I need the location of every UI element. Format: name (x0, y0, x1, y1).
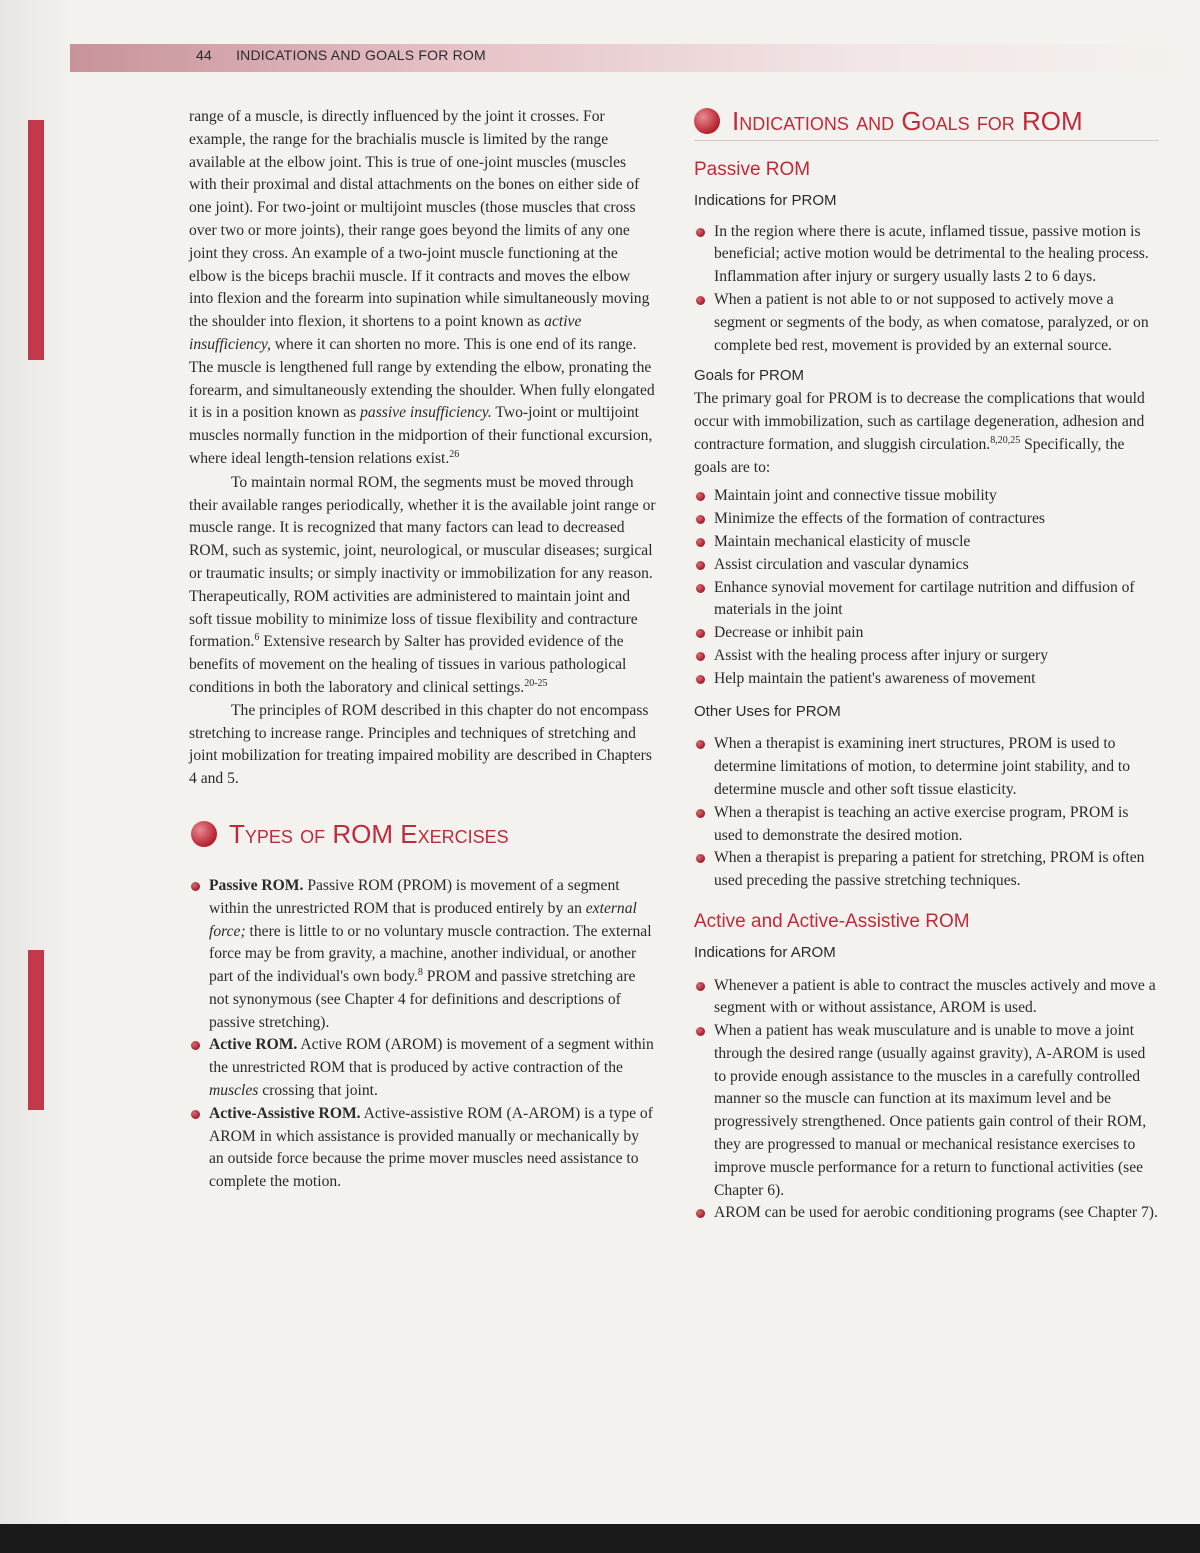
right-column (694, 106, 1159, 1225)
list-item: When a therapist is examining inert structures, PROM is used to determine limitations of motion, to determine joint stability, and to determine muscle and other soft tissue elasticity. (694, 733, 1159, 801)
list-item: Passive ROM. Passive ROM (PROM) is movement of a segment within the unrestricted ROM that is produced entirely by an external force; there is little to or no voluntary muscle contraction. The external force may be from gravity, a machine, another individual, or another part of the individual's own body.$^8$ PROM and passive stretching are not synonymous (see Chapter 4 for definitions and descriptions of passive stretching). (189, 875, 657, 1035)
bullet-icon (191, 882, 200, 891)
bullet-icon (191, 1110, 200, 1119)
bullet-icon (696, 584, 705, 593)
bullet-icon (696, 740, 705, 749)
left-paragraph-1: range of a muscle, is directly influenced by the joint it crosses. For example, the range for the brachialis muscle is limited by the range available at the elbow joint. This is true of one-joint muscles (muscles with their proximal and distal attachments on the bones on either side of one joint). For two-joint or multijoint muscles (those muscles that cross over two or more joints), their range goes beyond the limits of any one joint they cross. An example of a two-joint muscle functioning at the elbow is the biceps brachii muscle. If it contracts and moves the elbow into flexion and the forearm into supination while simultaneously moving the shoulder into flexion, it shortens to a point known as active insufficiency, where it can shorten no more. This is one end of its range. The muscle is lengthened full range by extending the elbow, pronating the forearm, and simultaneously extending the shoulder. When fully elongated it is in a position known as passive insufficiency. Two-joint or multijoint muscles normally function in the midportion of their functional excursion, where ideal length-tension relations exist.$^{26}$ (189, 108, 655, 467)
section-bullet-icon (191, 821, 217, 847)
scan-bottom-edge (0, 1524, 1200, 1553)
indications-arom-list (694, 975, 1159, 1226)
left-paragraph-2: To maintain normal ROM, the segments must be moved through their available ranges periodically, whether it is the available joint range or muscle range. It is recognized that many factors can lead to decreased ROM, such as systemic, joint, neurological, or muscular diseases; surgical or traumatic insults; or simply inactivity or immobilization for any reason. Therapeutically, ROM activities are administered to maintain joint and soft tissue mobility to minimize loss of tissue flexibility and contracture formation.$^6$ Extensive research by Salter has provided evidence of the benefits of movement on the healing of tissues in various pathological conditions in both the laboratory and clinical settings.$^{20-25}$ (189, 473, 656, 696)
heading-indications-arom: Indications for AROM (694, 943, 836, 961)
bullet-icon (696, 296, 705, 305)
list-item: Help maintain the patient's awareness of movement (694, 668, 1159, 691)
list-item: In the region where there is acute, inflamed tissue, passive motion is beneficial; active motion would be detrimental to the healing process. Inflammation after injury or surgery usually lasts 2 to 6 days. (694, 221, 1159, 289)
bullet-icon (696, 809, 705, 818)
indications-prom-list (694, 221, 1159, 358)
types-list (189, 875, 657, 1194)
list-item: Decrease or inhibit pain (694, 622, 1159, 645)
list-item: Maintain mechanical elasticity of muscle (694, 531, 1159, 554)
list-item: Active ROM. Active ROM (AROM) is movement of a segment within the unrestricted ROM that is produced by active contraction of the muscles crossing that joint. (189, 1034, 657, 1102)
heading-active-rom: Active and Active-Assistive ROM (694, 910, 970, 932)
list-item: AROM can be used for aerobic conditioning programs (see Chapter 7). (694, 1202, 1159, 1225)
running-head (196, 47, 486, 63)
section-heading-types: Types of ROM Exercises (191, 821, 657, 847)
red-edge-tab-top (28, 120, 44, 360)
bullet-icon (696, 515, 705, 524)
heading-indications-prom: Indications for PROM (694, 191, 837, 209)
bullet-icon (696, 538, 705, 547)
other-uses-list (694, 733, 1159, 893)
heading-other-uses-prom: Other Uses for PROM (694, 702, 841, 720)
left-column (189, 106, 657, 1194)
list-item: When a therapist is preparing a patient for stretching, PROM is often used preceding the passive stretching techniques. (694, 847, 1159, 893)
running-title: INDICATIONS AND GOALS FOR ROM (236, 47, 486, 63)
section-bullet-icon (694, 108, 720, 134)
list-item: Whenever a patient is able to contract the muscles actively and move a segment with or without assistance, AROM is used. (694, 975, 1159, 1021)
list-item: When a patient is not able to or not supposed to actively move a segment or segments of the body, as when comatose, paralyzed, or on complete bed rest, movement is provided by an external source. (694, 289, 1159, 357)
page-number: 44 (196, 47, 212, 63)
goals-list (694, 485, 1159, 690)
list-item: Minimize the effects of the formation of contractures (694, 508, 1159, 531)
list-item: Assist with the healing process after injury or surgery (694, 645, 1159, 668)
list-item: When a patient has weak musculature and is unable to move a joint through the desired range (usually against gravity), A-AROM is used to provide enough assistance to the muscles in a carefully controlled manner so the muscle can function at its maximum level and be progressively strengthened. Once patients gain control of their ROM, they are progressed to manual or mechanical resistance exercises to improve muscle performance for a return to functional activities (see Chapter 6). (694, 1020, 1159, 1202)
bullet-icon (696, 982, 705, 991)
bullet-icon (696, 1027, 705, 1036)
bullet-icon (191, 1041, 200, 1050)
bullet-icon (696, 652, 705, 661)
goals-paragraph: The primary goal for PROM is to decrease the complications that would occur with immobilization, such as cartilage degeneration, adhesion and contracture formation, and sluggish circulation.$^{8,20,25}$ Specifically, the goals are to: (694, 390, 1145, 476)
list-item: When a therapist is teaching an active exercise program, PROM is used to demonstrate the desired motion. (694, 802, 1159, 848)
bullet-icon (696, 854, 705, 863)
section-heading-indications: Indications and Goals for ROM (694, 108, 1159, 141)
bullet-icon (696, 675, 705, 684)
bullet-icon (696, 561, 705, 570)
bullet-icon (696, 629, 705, 638)
red-edge-tab-bottom (28, 950, 44, 1110)
list-item: Maintain joint and connective tissue mobility (694, 485, 1159, 508)
list-item: Active-Assistive ROM. Active-assistive ROM (A-AROM) is a type of AROM in which assistance is provided manually or mechanically by an outside force because the prime mover muscles need assistance to complete the motion. (189, 1103, 657, 1194)
bullet-icon (696, 492, 705, 501)
heading-goals-prom: Goals for PROM (694, 367, 805, 385)
left-paragraph-3: The principles of ROM described in this chapter do not encompass stretching to increase range. Principles and techniques of stretching and joint mobilization for treating impaired mobility are described in Chapters 4 and 5. (189, 701, 652, 788)
bullet-icon (696, 1209, 705, 1218)
list-item: Assist circulation and vascular dynamics (694, 554, 1159, 577)
list-item: Enhance synovial movement for cartilage nutrition and diffusion of materials in the joint (694, 577, 1159, 623)
heading-passive-rom: Passive ROM (694, 159, 811, 180)
bullet-icon (696, 228, 705, 237)
